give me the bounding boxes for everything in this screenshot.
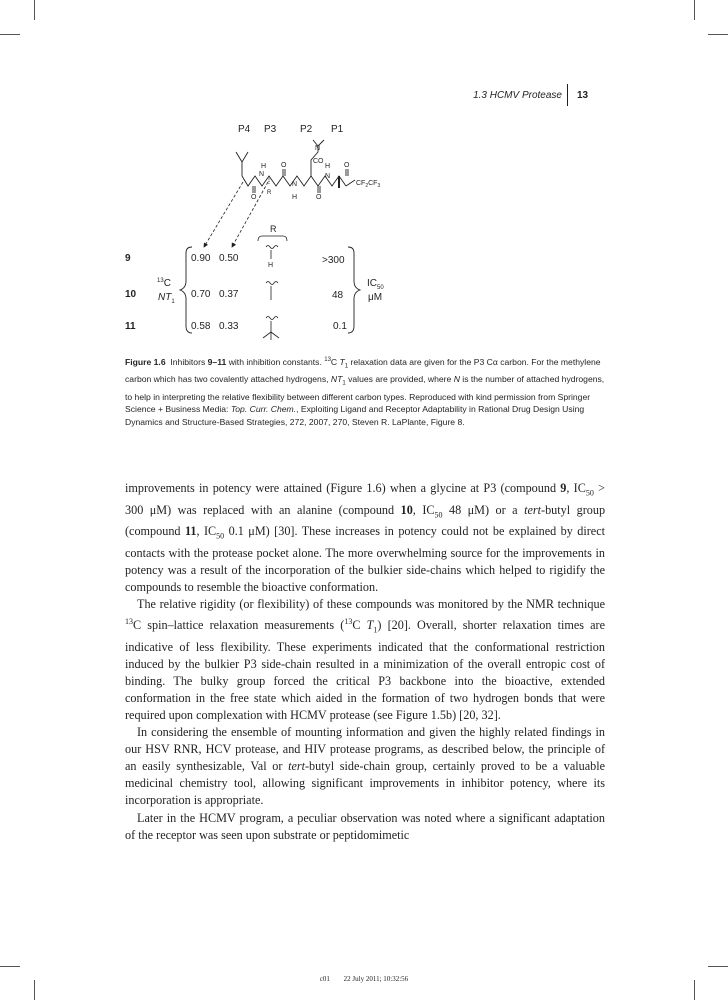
caption-subscript: 1 bbox=[344, 363, 349, 370]
compound-ref: 10 bbox=[400, 502, 413, 517]
running-header bbox=[0, 90, 728, 110]
print-footer bbox=[0, 975, 728, 983]
ic50-label bbox=[367, 278, 384, 291]
atom-label: H bbox=[292, 194, 298, 201]
crop-mark bbox=[708, 34, 728, 35]
compound-ref: 11 bbox=[184, 524, 197, 539]
figure-label: Figure 1.6 bbox=[125, 356, 166, 367]
ic50-label-sub: 50 bbox=[377, 285, 384, 291]
t1-value: 0.90 bbox=[191, 253, 211, 264]
cf-label: CF bbox=[356, 180, 366, 187]
compound-ref: 9 bbox=[560, 481, 567, 495]
cf-end-label: CF bbox=[368, 180, 378, 187]
text-run: C bbox=[352, 618, 361, 633]
atom-label: N bbox=[315, 145, 321, 152]
caption-italic: T bbox=[339, 356, 345, 367]
compound-id-9: 9 bbox=[125, 253, 131, 264]
subscript: 50 bbox=[434, 509, 443, 519]
atom-label bbox=[356, 180, 380, 189]
caption-subscript: 1 bbox=[342, 381, 346, 387]
footer-file: c01 bbox=[319, 975, 330, 983]
text-run: -butyl group (compound bbox=[125, 502, 606, 539]
ic50-value: >300 bbox=[322, 255, 345, 266]
text-run: , IC bbox=[196, 524, 217, 539]
position-label-p1: P1 bbox=[331, 124, 344, 135]
footer-date: 22 July 2011; 10:32:56 bbox=[343, 975, 409, 983]
atom-label: H bbox=[261, 163, 267, 170]
ic50-label-text: IC bbox=[367, 278, 377, 289]
crop-mark bbox=[0, 34, 20, 35]
atom-label: O bbox=[316, 194, 322, 201]
nmr-label bbox=[157, 278, 171, 289]
text-run: ) [20]. Overall, shorter relaxation times are indicative of less flexibility. These experiments indicated that the conformational restriction induced by the bulkier P3 side-chain resulted in a minimization of the overall entropic cost of binding. The bulky group forced the critical P3 backbone into the bioactive, extended conformation in the free state which aided in the formation of two hydrogen bonds that were required upon complexation with HCMV protease (see Figure 1.5b) [20, 32]. bbox=[125, 618, 606, 722]
header-rule bbox=[567, 84, 568, 106]
nt-label-text: NT bbox=[158, 292, 172, 303]
italic-term: tert bbox=[524, 502, 542, 517]
crop-mark bbox=[0, 966, 20, 967]
caption-italic: N bbox=[453, 374, 460, 385]
paragraph bbox=[125, 480, 605, 596]
text-run: Later in the HCMV program, a peculiar observation was noted where a significant adaptation of the receptor was seen upon substrate or peptidomimetic bbox=[125, 810, 605, 842]
cf-subscript: 2 bbox=[365, 183, 369, 189]
t1-value: 0.50 bbox=[219, 253, 239, 264]
superscript: 13 bbox=[125, 616, 133, 626]
nmr-label-sup: 13 bbox=[157, 278, 164, 284]
italic-term: T bbox=[366, 618, 374, 633]
ic50-value: 0.1 bbox=[333, 321, 347, 332]
caption-text: Inhibitors bbox=[170, 356, 206, 367]
side-chain-9 bbox=[266, 246, 278, 260]
ic50-value: 48 bbox=[332, 290, 344, 301]
subscript: 50 bbox=[216, 531, 225, 541]
compound-id-11: 11 bbox=[125, 321, 136, 332]
position-label-p2: P2 bbox=[300, 124, 313, 135]
subscript: 50 bbox=[585, 488, 594, 498]
caption-text: values are provided, where bbox=[348, 374, 452, 385]
text-run: , IC bbox=[412, 502, 435, 517]
nt-label bbox=[158, 292, 175, 305]
dashed-arrow-1 bbox=[204, 182, 243, 247]
nt-label-sub: 1 bbox=[171, 299, 175, 305]
atom-label: N bbox=[325, 173, 331, 180]
text-run: > 300 μM) was replaced with an alanine (compound bbox=[125, 481, 605, 517]
side-chain-11 bbox=[263, 317, 279, 341]
text-run: improvements in potency were attained (Figure 1.6) when a glycine at P3 (compound bbox=[125, 481, 557, 495]
atom-label: O bbox=[344, 162, 350, 169]
superscript: 13 bbox=[344, 616, 353, 626]
caption-text: is the number of attached hydrogens, to help in interpreting the relative flexibility between different carbon types. Reproduced with kind permission from Springer Science + Business Media: bbox=[125, 374, 605, 415]
caption-text: C bbox=[330, 356, 338, 367]
figure-caption bbox=[125, 354, 605, 429]
caption-text: relaxation data are given for the P3 Cα carbon. For the methylene carbon which has two covalently attached hydrogens, bbox=[125, 356, 601, 385]
body-text bbox=[125, 480, 605, 844]
t1-value: 0.37 bbox=[219, 289, 239, 300]
atom-label: O bbox=[251, 194, 257, 201]
position-label-p3: P3 bbox=[264, 124, 277, 135]
compound-id-10: 10 bbox=[125, 289, 137, 300]
text-run: -butyl side-chain group, certainly proved to be a valuable medicinal chemistry tool, allowing significant improvements in inhibitor potency, where its incorporation is appropriate. bbox=[125, 759, 606, 808]
figure-1-6 bbox=[0, 115, 728, 350]
crop-mark bbox=[694, 0, 695, 20]
caption-text: with inhibition constants. bbox=[228, 356, 322, 367]
nmr-label-element: C bbox=[163, 278, 171, 289]
caption-superscript: 13 bbox=[324, 357, 331, 363]
paragraph bbox=[125, 724, 605, 809]
subscript: 1 bbox=[373, 625, 378, 635]
italic-term: tert bbox=[288, 759, 305, 774]
crop-mark bbox=[34, 980, 35, 1000]
page-number: 13 bbox=[577, 90, 589, 101]
crop-mark bbox=[708, 966, 728, 967]
text-run: 0.1 μM) [30]. These increases in potency could not be explained by direct contacts with the protease pocket alone. The more overwhelming source for the improvements in potency was a result of the incorporation of the bulkier side-chains which helped to rigidify the compounds to resemble the bioactive conformation. bbox=[125, 524, 606, 594]
position-label-p4: P4 bbox=[238, 124, 251, 135]
side-chain-10 bbox=[266, 282, 278, 301]
atom-label: N bbox=[259, 171, 265, 178]
r-bracket bbox=[258, 236, 287, 241]
text-run: In considering the ensemble of mounting information and given the highly related findings in our HSV RNR, HCV protease, and HIV protease programs, as described below, the principle of an easily synthesizable, Val or bbox=[125, 725, 605, 774]
crop-mark bbox=[34, 0, 35, 20]
side-chain-9-h: H bbox=[268, 262, 274, 269]
caption-text: , Exploiting Ligand and Receptor Adaptability in Rational Drug Design Using Dynamics and Structure-Based Strategies, 272, 2007, 270, Steven R. LaPlante, Figure 8. bbox=[125, 404, 585, 428]
text-run: 48 μM) or a bbox=[442, 502, 518, 517]
paragraph bbox=[125, 596, 605, 724]
right-brace bbox=[348, 247, 360, 333]
t1-value: 0.33 bbox=[219, 321, 239, 332]
atom-label: N bbox=[292, 181, 298, 188]
ic50-unit: μM bbox=[368, 292, 383, 303]
atom-label: O bbox=[281, 162, 287, 169]
cf-end-subscript: 3 bbox=[377, 183, 381, 189]
caption-journal: Top. Curr. Chem. bbox=[230, 404, 297, 415]
paragraph bbox=[125, 810, 605, 844]
atom-label: CO bbox=[313, 158, 324, 165]
section-title: 1.3 HCMV Protease bbox=[473, 90, 562, 101]
text-run: C spin–lattice relaxation measurements ( bbox=[133, 618, 345, 633]
text-run: The relative rigidity (or flexibility) of these compounds was monitored by the NMR technique bbox=[137, 596, 605, 611]
atom-label: H bbox=[325, 163, 331, 170]
r-label: R bbox=[270, 224, 277, 234]
atom-label: R bbox=[267, 190, 272, 196]
crop-mark bbox=[694, 980, 695, 1000]
caption-italic: NT bbox=[330, 374, 343, 385]
t1-value: 0.58 bbox=[191, 321, 211, 332]
text-run: , IC bbox=[566, 481, 586, 495]
compound-range: 9–11 bbox=[207, 356, 227, 367]
t1-value: 0.70 bbox=[191, 289, 211, 300]
